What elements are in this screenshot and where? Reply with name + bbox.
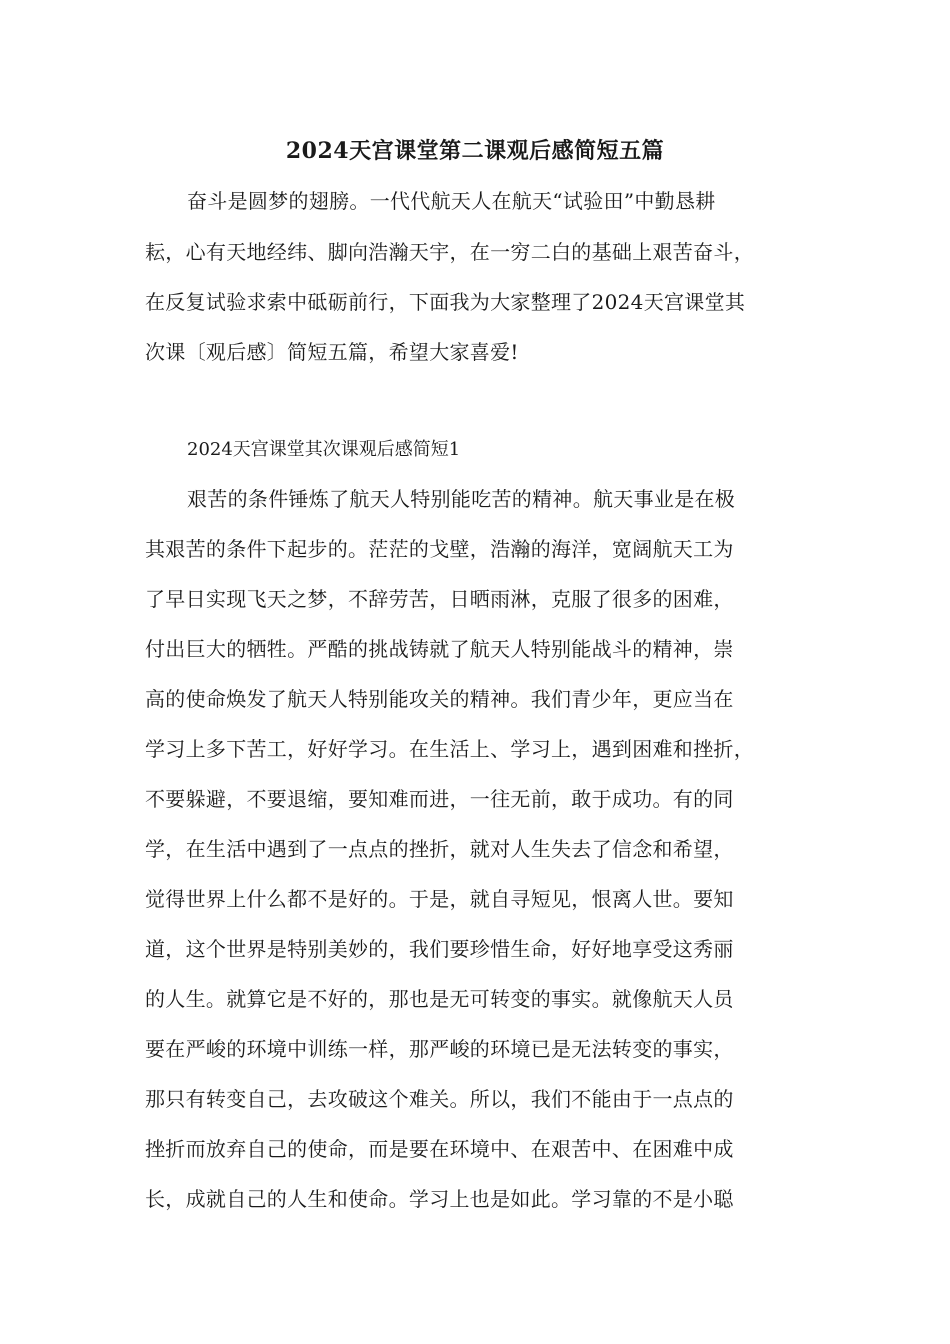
body-line: 长，成就自己的人生和使命。学习上也是如此。学习靠的不是小聪 bbox=[145, 1187, 734, 1211]
section-heading: 2024天宫课堂其次课观后感简短1 bbox=[187, 439, 461, 460]
body-line: 学习上多下苦工，好好学习。在生活上、学习上，遇到困难和挫折， bbox=[145, 737, 754, 761]
body-line: 艰苦的条件锤炼了航天人特别能吃苦的精神。航天事业是在极 bbox=[187, 487, 736, 511]
body-line: 挫折而放弃自己的使命，而是要在环境中、在艰苦中、在困难中成 bbox=[145, 1137, 734, 1161]
body-line: 要在严峻的环境中训练一样，那严峻的环境已是无法转变的事实， bbox=[145, 1037, 734, 1061]
body-line: 其艰苦的条件下起步的。茫茫的戈壁，浩瀚的海洋，宽阔航天工为 bbox=[145, 537, 734, 561]
document-title: 2024天宫课堂第二课观后感简短五篇 bbox=[285, 138, 665, 164]
body-line: 的人生。就算它是不好的，那也是无可转变的事实。就像航天人员 bbox=[145, 987, 734, 1011]
intro-line: 在反复试验求索中砥砺前行，下面我为大家整理了2024天宫课堂其 bbox=[145, 290, 746, 314]
body-line: 道，这个世界是特别美妙的，我们要珍惜生命，好好地享受这秀丽 bbox=[145, 937, 734, 961]
body-line: 学，在生活中遇到了一点点的挫折，就对人生失去了信念和希望， bbox=[145, 837, 734, 861]
body-line: 那只有转变自己，去攻破这个难关。所以，我们不能由于一点点的 bbox=[145, 1087, 734, 1111]
body-line: 高的使命焕发了航天人特别能攻关的精神。我们青少年，更应当在 bbox=[145, 687, 734, 711]
body-line: 不要躲避，不要退缩，要知难而进，一往无前，敢于成功。有的同 bbox=[145, 787, 734, 811]
body-line: 付出巨大的牺牲。严酷的挑战铸就了航天人特别能战斗的精神，崇 bbox=[145, 637, 734, 661]
body-line: 觉得世界上什么都不是好的。于是，就自寻短见，恨离人世。要知 bbox=[145, 887, 734, 911]
intro-line: 耘，心有天地经纬、脚向浩瀚天宇，在一穷二白的基础上艰苦奋斗， bbox=[145, 240, 754, 264]
intro-line: 奋斗是圆梦的翅膀。一代代航天人在航天“试验田”中勤恳耕 bbox=[187, 189, 716, 213]
intro-line: 次课〔观后感〕简短五篇，希望大家喜爱! bbox=[145, 340, 519, 364]
body-line: 了早日实现飞天之梦，不辞劳苦，日晒雨淋，克服了很多的困难， bbox=[145, 587, 734, 611]
